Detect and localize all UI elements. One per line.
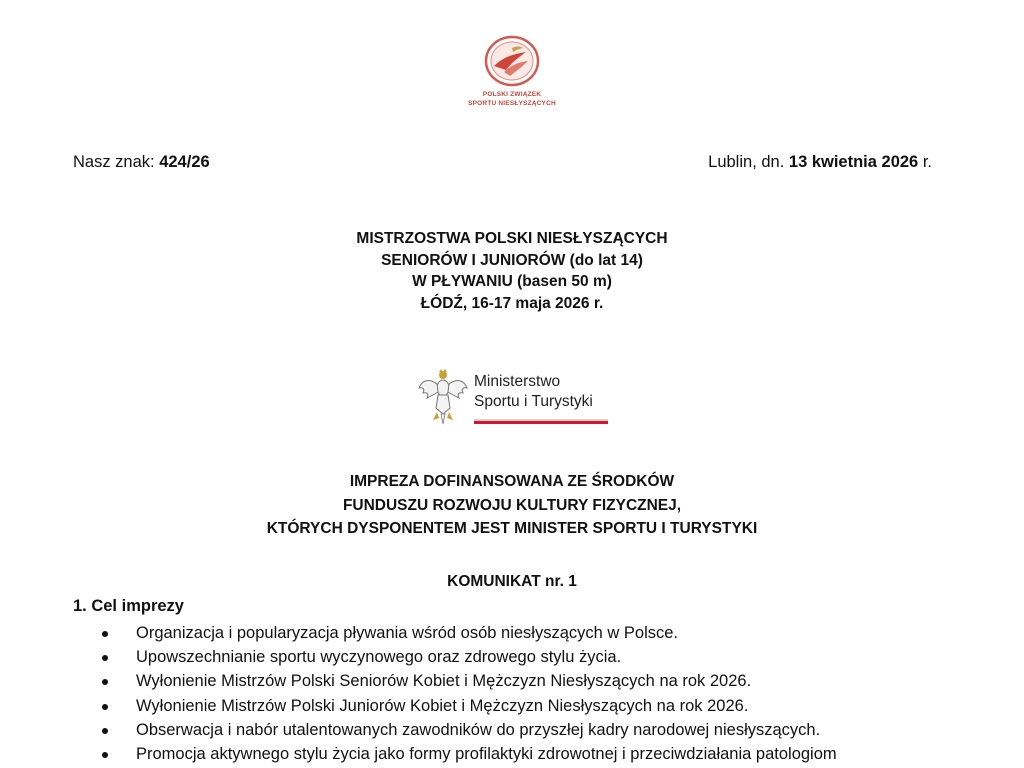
title-line-2: SENIORÓW I JUNIORÓW (do lat 14)	[381, 251, 643, 269]
ministry-name-line2: Sportu i Turystyki	[474, 393, 593, 410]
federation-emblem-icon	[482, 34, 542, 90]
list-item-text: Organizacja i popularyzacja pływania wśród osób niesłyszących w Polsce.	[136, 624, 679, 642]
date-suffix: r.	[918, 153, 932, 171]
funding-line-1: IMPREZA DOFINANSOWANA ZE ŚRODKÓW	[349, 473, 675, 490]
funding-line-3: KTÓRYCH DYSPONENTEM JEST MINISTER SPORTU I TURYSTYKI	[266, 520, 758, 537]
white-eagle-icon	[417, 368, 469, 426]
funding-line-2: FUNDUSZU ROZWOJU KULTURY FIZYCZNEJ,	[342, 496, 682, 514]
funding-statement	[0, 470, 1024, 541]
reference-value: 424/26	[159, 153, 210, 171]
list-item	[100, 694, 837, 718]
date-value: 13 kwietnia 2026	[788, 153, 919, 171]
section-heading: 1. Cel imprezy	[73, 597, 184, 615]
goals-list	[100, 621, 837, 766]
list-item	[100, 669, 837, 693]
date-prefix: Lublin, dn.	[708, 153, 789, 171]
list-item-text: Promocja aktywnego stylu życia jako formy profilaktyki zdrowotnej i przeciwdziałania patologiom	[136, 745, 837, 764]
reference-number	[73, 153, 210, 175]
document-date	[708, 153, 932, 175]
bullet-icon	[102, 728, 108, 734]
ministry-name-line1: Ministerstwo	[474, 373, 561, 390]
reference-row	[73, 153, 932, 175]
komunikat-heading: KOMUNIKAT nr. 1	[447, 573, 577, 590]
list-item	[100, 718, 837, 742]
reference-label: Nasz znak:	[73, 153, 160, 171]
ministry-logo	[417, 368, 612, 428]
list-item-text: Upowszechnianie sportu wyczynowego oraz zdrowego stylu życia.	[136, 648, 622, 667]
logo-text-line2: SPORTU NIESŁYSZĄCYCH	[468, 100, 556, 107]
bullet-icon	[102, 655, 108, 661]
event-title	[0, 228, 1024, 314]
list-item-text: Wyłonienie Mistrzów Polski Juniorów Kobiet i Mężczyzn Niesłyszących na rok 2026.	[136, 696, 749, 715]
bullet-icon	[102, 704, 108, 710]
ministry-flag-bar	[474, 419, 608, 424]
title-line-4: ŁÓDŹ, 16-17 maja 2026 r.	[420, 294, 604, 312]
list-item	[100, 742, 837, 766]
bullet-icon	[102, 631, 108, 637]
list-item-text: Wyłonienie Mistrzów Polski Seniorów Kobiet i Mężczyzn Niesłyszących na rok 2026.	[136, 672, 752, 691]
title-line-1: MISTRZOSTWA POLSKI NIESŁYSZĄCYCH	[356, 230, 668, 247]
bullet-icon	[102, 752, 108, 758]
title-line-3: W PŁYWANIU (basen 50 m)	[412, 273, 612, 290]
ministry-name	[474, 372, 593, 412]
list-item	[100, 621, 837, 645]
list-item	[100, 645, 837, 669]
logo-text-line1: POLSKI ZWIĄZEK	[482, 91, 542, 98]
federation-logo	[462, 34, 562, 108]
bullet-icon	[102, 679, 108, 685]
list-item-text: Obserwacja i nabór utalentowanych zawodników do przyszłej kadry narodowej niesłyszących.	[136, 720, 821, 739]
